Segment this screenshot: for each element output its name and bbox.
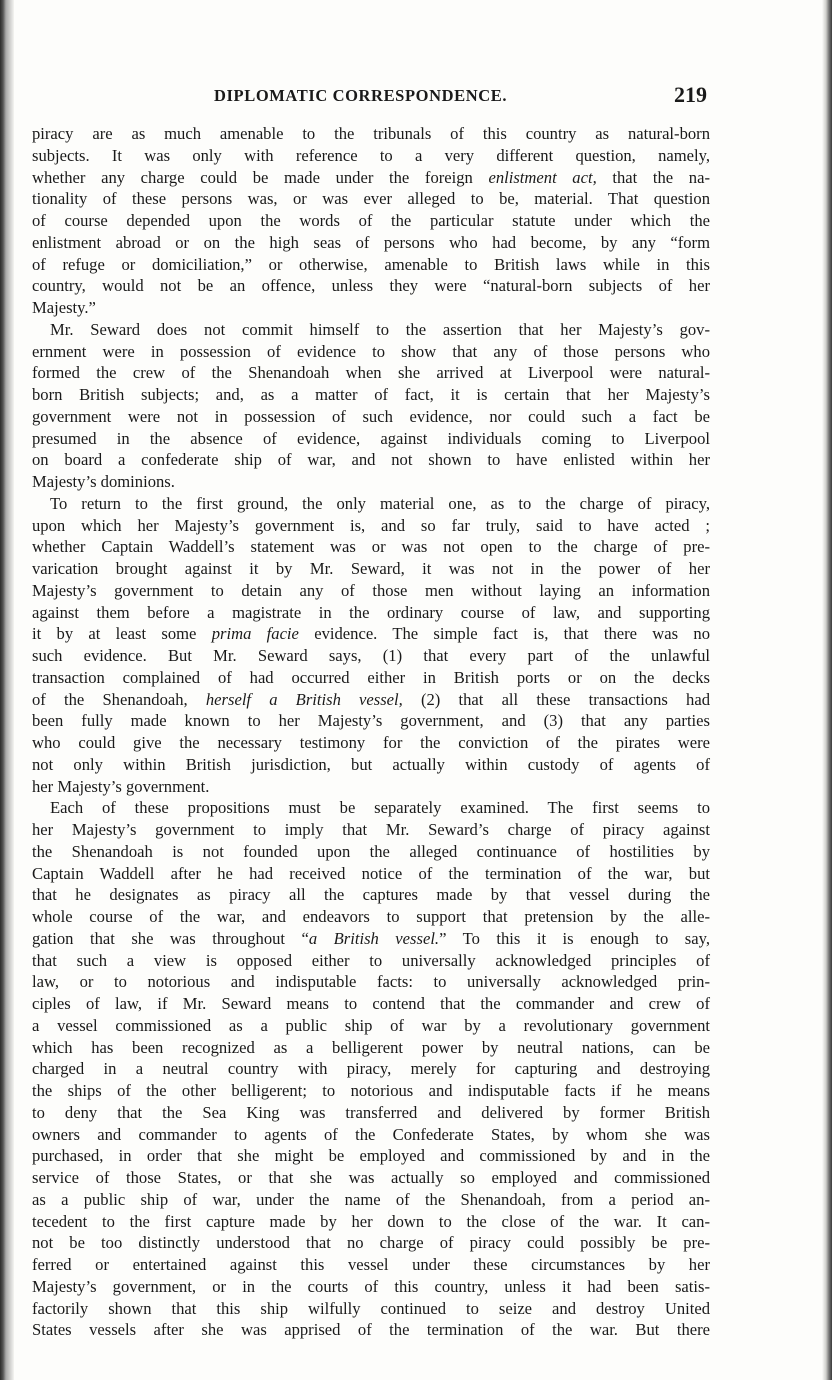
text-line: charged in a neutral country with piracy, merely for capturing and destroying — [32, 1059, 710, 1079]
text-line: a vessel commissioned as a public ship of war by a revolutionary government — [32, 1015, 710, 1035]
text-line: been fully made known to her Majesty’s government, and (3) that any parties — [32, 711, 710, 731]
text-line: Mr. Seward does not commit himself to the assertion that her Majesty’s gov- — [50, 319, 710, 339]
text-line: law, or to notorious and indisputable facts: to universally acknowledged prin- — [32, 972, 710, 992]
text-line: factorily shown that this ship wilfully continued to seize and destroy United — [32, 1298, 710, 1318]
text-line: to deny that the Sea King was transferred and delivered by former British — [32, 1102, 710, 1122]
text-line: purchased, in order that she might be employed and commissioned by and in the — [32, 1146, 710, 1166]
text-line: ernment were in possession of evidence to show that any of those persons who — [32, 341, 710, 361]
text-line: her Majesty’s government. — [32, 776, 210, 796]
text-line: not be too distinctly understood that no charge of piracy could possibly be pre- — [32, 1233, 710, 1253]
text-line: which has been recognized as a belligerent power by neutral nations, can be — [32, 1037, 710, 1057]
text-line: ciples of law, if Mr. Seward means to contend that the commander and crew of — [32, 994, 710, 1013]
text-line: transaction complained of had occurred either in British ports or on the decks — [32, 667, 710, 687]
text-line: the Shenandoah is not founded upon the alleged continuance of hostilities by — [32, 841, 710, 861]
text-line: that such a view is opposed either to universally acknowledged principles of — [32, 950, 710, 970]
scan-edge-left — [0, 0, 14, 1380]
scan-edge-right — [822, 0, 832, 1380]
text-line: upon which her Majesty’s government is, and so far truly, said to have acted ; — [32, 515, 710, 535]
text-line: whole course of the war, and endeavors to support that pretension by the alle- — [32, 907, 710, 926]
text-line: of refuge or domiciliation,” or otherwise, amenable to British laws while in this — [32, 254, 710, 274]
text-line: Captain Waddell after he had received notice of the termination of the war, but — [32, 863, 710, 883]
text-line: on board a confederate ship of war, and not shown to have enlisted within her — [32, 450, 710, 470]
text-line: of course depended upon the words of the particular statute under which the — [32, 211, 710, 230]
text-line: born British subjects; and, as a matter of fact, it is certain that her Majesty’s — [32, 385, 710, 404]
text-line: ferred or entertained against this vessel under these circumstances by her — [32, 1255, 710, 1274]
text-line: subjects. It was only with reference to a very different question, namely, — [32, 145, 710, 165]
text-line: enlistment abroad or on the high seas of persons who had become, by any “form — [32, 232, 710, 252]
text-line: her Majesty’s government to imply that Mr. Seward’s charge of piracy against — [32, 820, 710, 839]
page-header — [0, 82, 832, 114]
text-line: presumed in the absence of evidence, against individuals coming to Liverpool — [32, 428, 710, 448]
text-line: tionality of these persons was, or was ever alleged to be, material. That question — [32, 189, 710, 209]
text-line: Majesty’s government, or in the courts of this country, unless it had been satis- — [32, 1276, 710, 1296]
text-line: owners and commander to agents of the Confederate States, by whom she was — [32, 1124, 710, 1144]
text-line: Majesty’s government to detain any of those men without laying an information — [32, 580, 710, 600]
text-line: Each of these propositions must be separately examined. The first seems to — [50, 798, 710, 818]
text-line: Majesty.” — [32, 298, 96, 317]
text-line: government were not in possession of such evidence, nor could such a fact be — [32, 406, 710, 426]
running-title: DIPLOMATIC CORRESPONDENCE. — [214, 86, 508, 105]
text-line: against them before a magistrate in the ordinary course of law, and supporting — [32, 602, 710, 622]
text-line: formed the crew of the Shenandoah when she arrived at Liverpool were natural- — [32, 363, 710, 383]
text-line: the ships of the other belligerent; to notorious and indisputable facts if he means — [32, 1081, 710, 1100]
text-line: of the Shenandoah, herself a British vessel, (2) that all these transactions had — [32, 689, 710, 709]
text-line: piracy are as much amenable to the tribunals of this country as natural-born — [32, 124, 710, 143]
text-line: that he designates as piracy all the captures made by that vessel during the — [32, 885, 710, 905]
text-line: not only within British jurisdiction, but actually within custody of agents of — [32, 754, 710, 774]
page-number: 219 — [674, 82, 707, 107]
text-line: gation that she was throughout “a British vessel.” To this it is enough to say, — [32, 928, 711, 948]
text-line: States vessels after she was apprised of the termination of the war. But there — [32, 1320, 710, 1340]
text-line: Majesty’s dominions. — [32, 472, 175, 491]
text-line: tecedent to the first capture made by her down to the close of the war. It can- — [32, 1211, 710, 1231]
text-line: it by at least some prima facie evidence. The simple fact is, that there was no — [32, 624, 710, 644]
text-line: such evidence. But Mr. Seward says, (1) that every part of the unlawful — [32, 646, 710, 665]
text-line: varication brought against it by Mr. Seward, it was not in the power of her — [32, 559, 710, 578]
text-line: who could give the necessary testimony for the conviction of the pirates were — [32, 733, 710, 752]
text-line: country, would not be an offence, unless they were “natural-born subjects of her — [32, 276, 710, 296]
text-line: service of those States, or that she was actually so employed and commissioned — [32, 1168, 710, 1187]
text-line: as a public ship of war, under the name of the Shenandoah, from a period an- — [32, 1189, 710, 1209]
text-line: whether any charge could be made under the foreign enlistment act, that the na- — [32, 167, 710, 187]
text-line: whether Captain Waddell’s statement was or was not open to the charge of pre- — [32, 537, 710, 557]
text-line: To return to the first ground, the only material one, as to the charge of piracy, — [50, 493, 710, 513]
